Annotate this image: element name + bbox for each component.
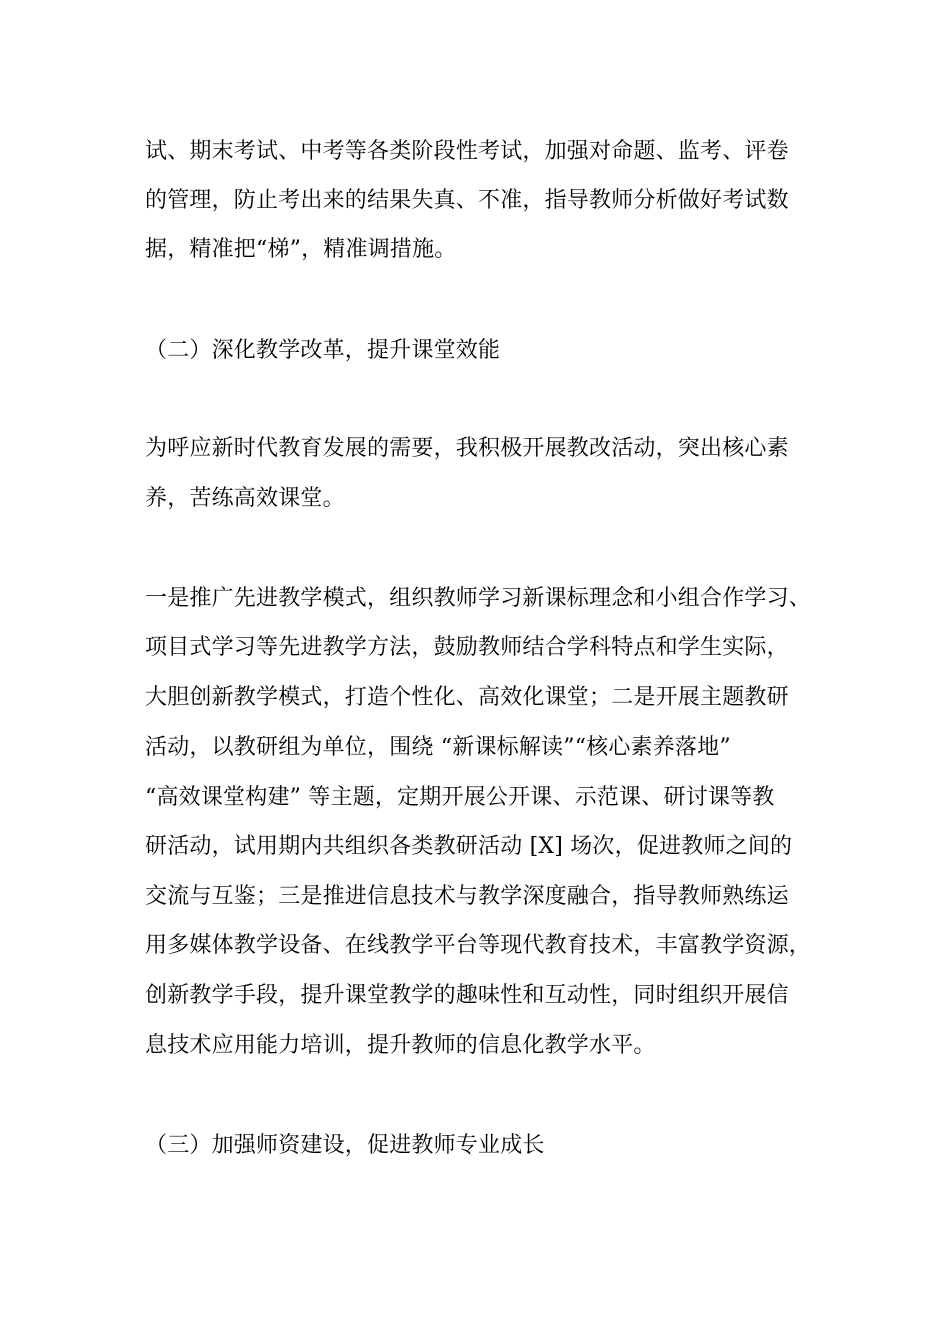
paragraph-3-line-6: 研活动，试用期内共组织各类教研活动 [X] 场次，促进教师之间的 [145, 834, 793, 859]
paragraph-1-line-1: 试、期末考试、中考等各类阶段性考试，加强对命题、监考、评卷 [145, 139, 789, 164]
paragraph-3-line-1: 一是推广先进教学模式，组织教师学习新课标理念和小组合作学习、 [145, 586, 812, 611]
paragraph-2-line-1: 为呼应新时代教育发展的需要，我积极开展教改活动，突出核心素 [145, 436, 789, 461]
section-heading-2: （二）深化教学改革，提升课堂效能 [145, 338, 501, 363]
paragraph-3-line-3: 大胆创新教学模式，打造个性化、高效化课堂；二是开展主题教研 [145, 685, 789, 710]
paragraph-2-line-2: 养，苦练高效课堂。 [145, 486, 345, 511]
paragraph-3-line-5: “高效课堂构建” 等主题，定期开展公开课、示范课、研讨课等教 [145, 785, 775, 810]
paragraph-3-line-9: 创新教学手段，提升课堂教学的趣味性和互动性，同时组织开展信 [145, 983, 789, 1008]
paragraph-3-line-4: 活动，以教研组为单位，围绕 “新课标解读”“核心素养落地” [145, 735, 731, 760]
paragraph-3-line-2: 项目式学习等先进教学方法，鼓励教师结合学科特点和学生实际， [145, 635, 789, 660]
paragraph-1-line-2: 的管理，防止考出来的结果失真、不准，指导教师分析做好考试数 [145, 188, 789, 213]
paragraph-3-line-10: 息技术应用能力培训，提升教师的信息化教学水平。 [145, 1033, 656, 1058]
section-heading-3: （三）加强师资建设，促进教师专业成长 [145, 1133, 545, 1158]
paragraph-3-line-7: 交流与互鉴；三是推进信息技术与教学深度融合，指导教师熟练运 [145, 884, 789, 909]
paragraph-1-line-3: 据，精准把“梯”，精准调措施。 [145, 237, 457, 262]
paragraph-3-line-8: 用多媒体教学设备、在线教学平台等现代教育技术，丰富教学资源， [145, 933, 812, 958]
